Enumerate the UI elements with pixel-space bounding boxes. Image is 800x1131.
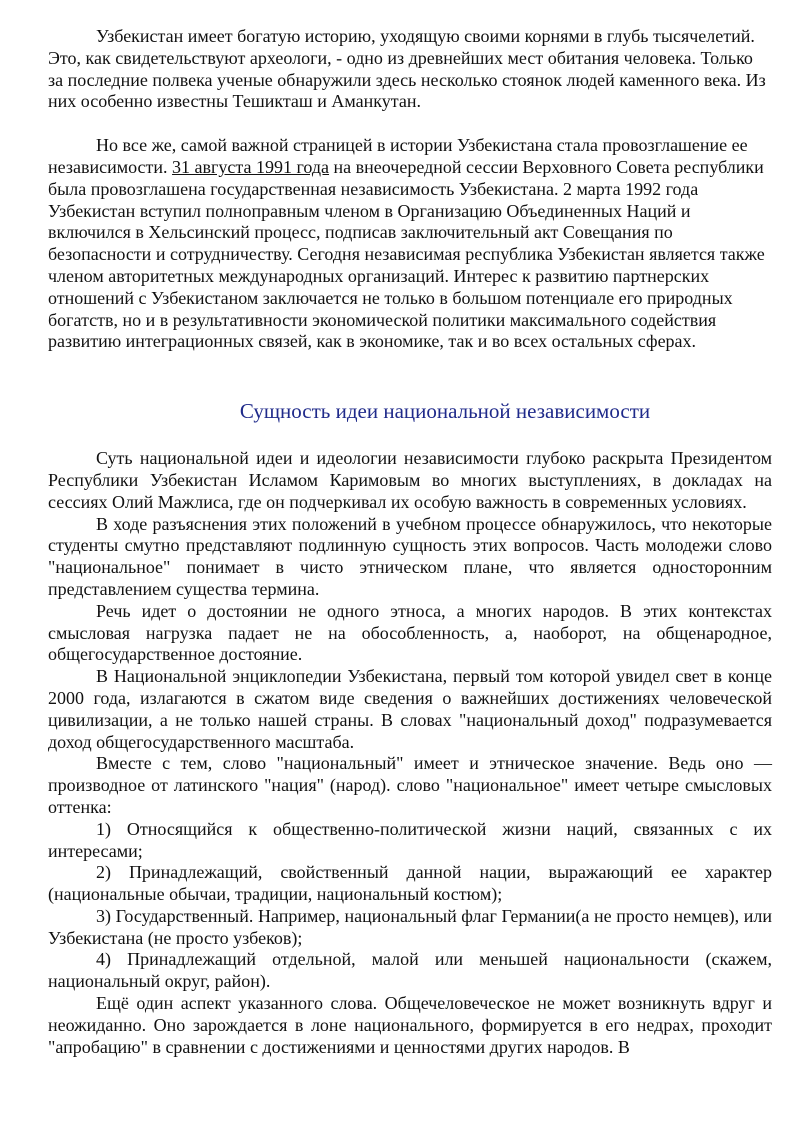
section-heading: Сущность идеи национальной независимости bbox=[239, 399, 651, 424]
section-paragraph-6: Ещё один аспект указанного слова. Общечеловеческое не может возникнуть вдруг и неожиданно. Оно зарождается в лоне национального, формируется в его недрах, проходит "апробацию" в сравнении с достижениями и ценностями других народов. В bbox=[48, 993, 772, 1057]
independence-date-link[interactable]: 31 августа 1991 года bbox=[172, 156, 330, 177]
document-page bbox=[48, 26, 772, 1058]
list-item: 4) Принадлежащий отдельной, малой или меньшей национальности (скажем, национальный округ, район). bbox=[48, 949, 772, 992]
list-item: 1) Относящийся к общественно-политической жизни наций, связанных с их интересами; bbox=[48, 818, 772, 861]
section-paragraph-1: Суть национальной идеи и идеологии независимости глубоко раскрыта Президентом Республики Узбекистан Исламом Каримовым во многих выступлениях, в докладах на сессиях Олий Мажлиса, где он подчеркивал их особую важность в современных условиях. bbox=[48, 448, 772, 512]
section-paragraph-2: В ходе разъяснения этих положений в учебном процессе обнаружилось, что некоторые студенты смутно представляют подлинную сущность этих вопросов. Часть молодежи слово "национальное" понимает в чисто этническом плане, что является односторонним представлением существа термина. bbox=[48, 513, 772, 599]
section-paragraph-5: Вместе с тем, слово "национальный" имеет и этническое значение. Ведь оно — производное от латинского "нация" (народ). слово "национальное" имеет четыре смысловых оттенка: bbox=[48, 753, 772, 817]
paragraph-gap bbox=[48, 113, 772, 135]
intro-paragraph-2 bbox=[48, 135, 772, 353]
list-item: 2) Принадлежащий, свойственный данной нации, выражающий ее характер (национальные обычаи, традиции, национальный костюм); bbox=[48, 862, 772, 905]
intro-paragraph-2-start: Но все же, самой важной страницей в истории Узбекистана стала провозглашение ее независимости. bbox=[48, 135, 748, 177]
section-paragraph-4: В Национальной энциклопедии Узбекистана, первый том которой увидел свет в конце 2000 года, излагаются в сжатом виде сведения о важнейших достижениях человеческой цивилизации, а не только нашей страны. В словах "национальный доход" подразумевается доход общегосударственного масштаба. bbox=[48, 666, 772, 752]
intro-paragraph-2-end: на внеочередной сессии Верховного Совета республики была провозглашена государственная независимость Узбекистана. 2 марта 1992 года Узбекистан вступил полноправным членом в Организацию Объединенных Наций и включился в Хельсинский процесс, подписав заключительный акт Совещания по безопасности и сотрудничеству. Сегодня независимая республика Узбекистан является также членом авторитетных международных организаций. Интерес к развитию партнерских отношений с Узбекистаном заключается не только в большом потенциале его природных богатств, но и в результативности экономической политики максимального содействия развитию интеграционных связей, как в экономике, так и во всех остальных сферах. bbox=[48, 156, 765, 352]
intro-paragraph-1: Узбекистан имеет богатую историю, уходящую своими корнями в глубь тысячелетий. Это, как свидетельствуют археологи, - одно из древнейших мест обитания человека. Только за последние полвека ученые обнаружили здесь несколько стоянок людей каменного века. Из них особенно известны Тешикташ и Аманкутан. bbox=[48, 26, 766, 112]
section-paragraph-3: Речь идет о достоянии не одного этноса, а многих народов. В этих контекстах смысловая нагрузка падает не на обособленность, а, наоборот, на общенародное, общегосударственное достояние. bbox=[48, 600, 772, 665]
list-item: 3) Государственный. Например, национальный флаг Германии(а не просто немцев), или Узбекистана (не просто узбеков); bbox=[48, 905, 772, 948]
